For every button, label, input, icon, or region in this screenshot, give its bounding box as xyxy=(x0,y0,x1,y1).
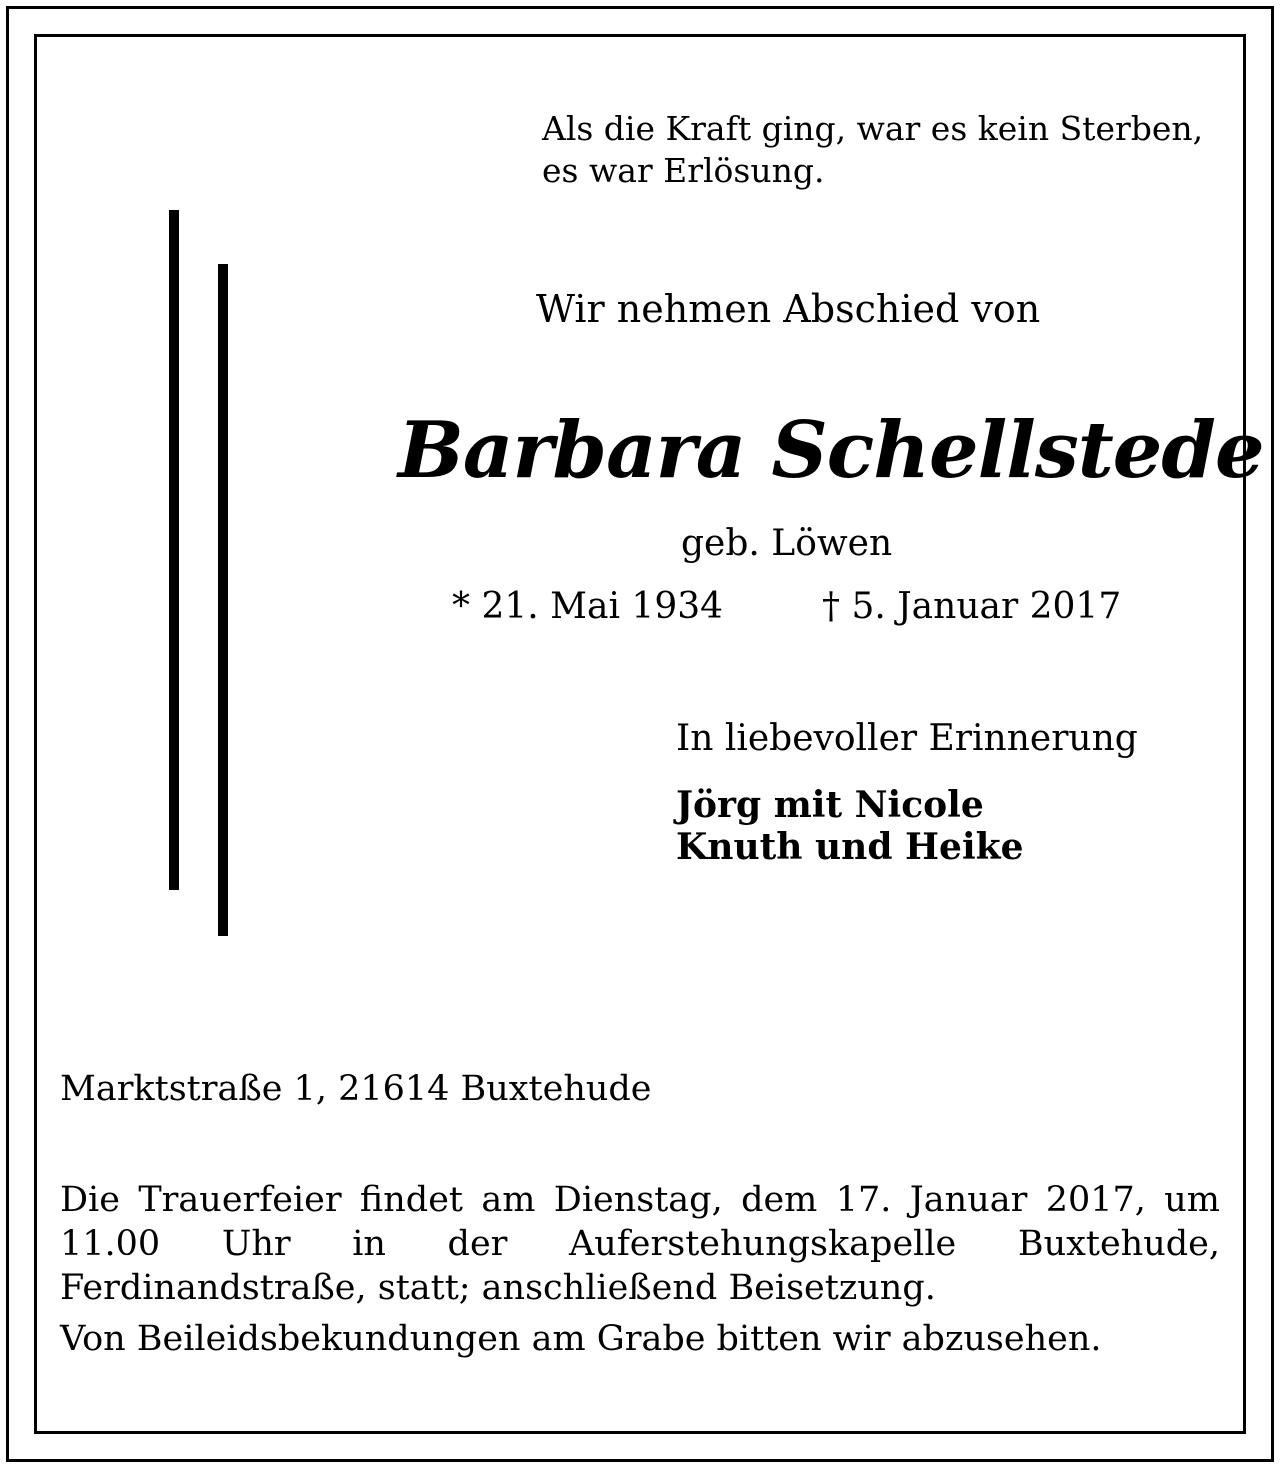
deceased-name: Barbara Schellstede xyxy=(398,405,1264,496)
family-signature xyxy=(676,784,1023,868)
ceremony-details: Die Trauerfeier findet am Dienstag, dem 17. Januar 2017, um 11.00 Uhr in der Auferstehungskapelle Buxtehude, Ferdinandstraße, statt; anschließend Beisetzung. xyxy=(60,1180,1220,1308)
quote-line-1: Als die Kraft ging, war es kein Sterben, xyxy=(542,109,1204,148)
quote-line-2: es war Erlösung. xyxy=(542,151,825,190)
memory-line: In liebevoller Erinnerung xyxy=(676,718,1138,759)
mourning-bar-left xyxy=(169,210,179,890)
condolence-request: Von Beileidsbekundungen am Grabe bitten wir abzusehen. xyxy=(60,1319,1102,1359)
quote xyxy=(542,108,1232,192)
mourning-bar-right xyxy=(218,264,228,936)
maiden-name: geb. Löwen xyxy=(681,523,893,564)
address: Marktstraße 1, 21614 Buxtehude xyxy=(60,1069,652,1109)
intro-text: Wir nehmen Abschied von xyxy=(536,287,1041,331)
family-line-1: Jörg mit Nicole xyxy=(676,784,984,826)
birth-date: * 21. Mai 1934 xyxy=(452,586,724,627)
family-line-2: Knuth und Heike xyxy=(676,826,1024,868)
death-date: † 5. Januar 2017 xyxy=(822,586,1122,627)
